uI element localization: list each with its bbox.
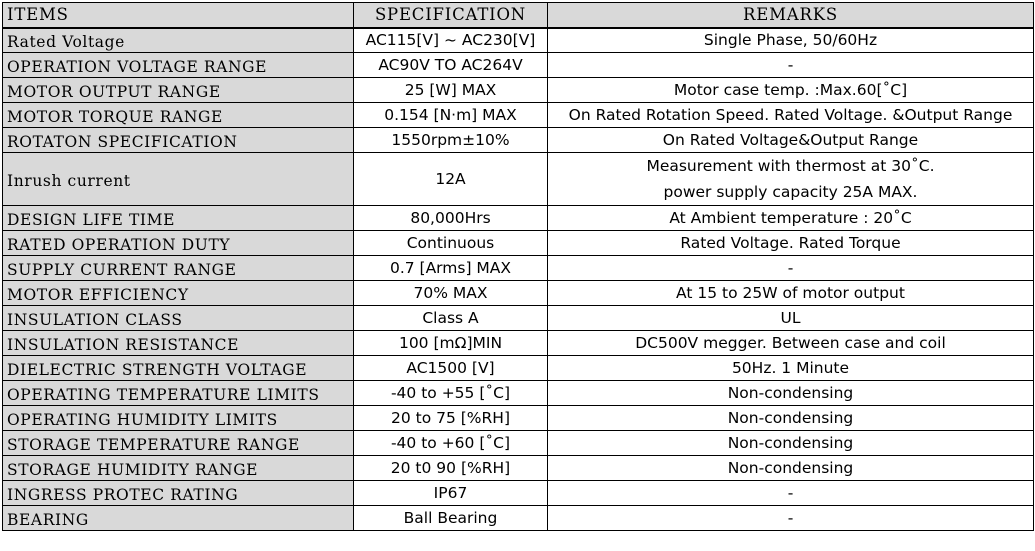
remarks-cell: At 15 to 25W of motor output: [548, 281, 1034, 306]
remarks-cell: On Rated Rotation Speed. Rated Voltage. &Output Range: [548, 103, 1034, 128]
table-row: [3, 231, 1034, 256]
table-row: [3, 206, 1034, 231]
table-row: [3, 406, 1034, 431]
table-row: [3, 28, 1034, 53]
item-cell: RATED OPERATION DUTY: [3, 231, 354, 256]
item-cell: OPERATING TEMPERATURE LIMITS: [3, 381, 354, 406]
spec-cell: 0.154 [N·m] MAX: [354, 103, 548, 128]
table-row: [3, 78, 1034, 103]
remarks-cell: At Ambient temperature : 20˚C: [548, 206, 1034, 231]
item-cell: OPERATION VOLTAGE RANGE: [3, 53, 354, 78]
remarks-cell: -: [548, 53, 1034, 78]
table-row: [3, 281, 1034, 306]
table-row: [3, 153, 1034, 206]
spec-cell: -40 to +60 [˚C]: [354, 431, 548, 456]
item-cell: MOTOR EFFICIENCY: [3, 281, 354, 306]
item-cell: MOTOR OUTPUT RANGE: [3, 78, 354, 103]
item-cell: MOTOR TORQUE RANGE: [3, 103, 354, 128]
spec-cell: Continuous: [354, 231, 548, 256]
header-remarks: REMARKS: [548, 3, 1034, 28]
spec-cell: IP67: [354, 481, 548, 506]
table-row: [3, 103, 1034, 128]
header-items: ITEMS: [3, 3, 354, 28]
remarks-cell: UL: [548, 306, 1034, 331]
table-row: [3, 356, 1034, 381]
spec-cell: AC90V TO AC264V: [354, 53, 548, 78]
spec-sheet: [2, 2, 1033, 549]
spec-cell: 100 [mΩ]MIN: [354, 331, 548, 356]
remarks-line: power supply capacity 25A MAX.: [663, 183, 918, 201]
table-row: [3, 431, 1034, 456]
table-row: [3, 128, 1034, 153]
item-cell: Rated Voltage: [3, 28, 354, 53]
table-row: [3, 506, 1034, 531]
remarks-cell: Non-condensing: [548, 406, 1034, 431]
item-cell: SUPPLY CURRENT RANGE: [3, 256, 354, 281]
table-row: [3, 53, 1034, 78]
specification-table: [2, 2, 1034, 531]
remarks-cell: Non-condensing: [548, 381, 1034, 406]
table-row: [3, 256, 1034, 281]
remarks-cell: Single Phase, 50/60Hz: [548, 28, 1034, 53]
item-cell: DIELECTRIC STRENGTH VOLTAGE: [3, 356, 354, 381]
remarks-cell: Non-condensing: [548, 431, 1034, 456]
item-cell: INGRESS PROTEC RATING: [3, 481, 354, 506]
remarks-line: Measurement with thermost at 30˚C.: [646, 157, 935, 175]
table-row: [3, 306, 1034, 331]
remarks-cell: -: [548, 481, 1034, 506]
item-cell: DESIGN LIFE TIME: [3, 206, 354, 231]
item-cell: STORAGE HUMIDITY RANGE: [3, 456, 354, 481]
spec-cell: AC1500 [V]: [354, 356, 548, 381]
item-cell: STORAGE TEMPERATURE RANGE: [3, 431, 354, 456]
remarks-cell: DC500V megger. Between case and coil: [548, 331, 1034, 356]
item-cell: Inrush current: [3, 153, 354, 206]
remarks-cell: Rated Voltage. Rated Torque: [548, 231, 1034, 256]
remarks-cell: -: [548, 506, 1034, 531]
item-cell: OPERATING HUMIDITY LIMITS: [3, 406, 354, 431]
remarks-cell: Non-condensing: [548, 456, 1034, 481]
spec-cell: 1550rpm±10%: [354, 128, 548, 153]
spec-cell: 80,000Hrs: [354, 206, 548, 231]
spec-cell: Class A: [354, 306, 548, 331]
remarks-cell: On Rated Voltage&Output Range: [548, 128, 1034, 153]
item-cell: INSULATION RESISTANCE: [3, 331, 354, 356]
header-specification: SPECIFICATION: [354, 3, 548, 28]
remarks-cell: Motor case temp. :Max.60[˚C]: [548, 78, 1034, 103]
spec-cell: Ball Bearing: [354, 506, 548, 531]
table-row: [3, 381, 1034, 406]
spec-cell: AC115[V] ~ AC230[V]: [354, 28, 548, 53]
item-cell: INSULATION CLASS: [3, 306, 354, 331]
table-row: [3, 456, 1034, 481]
spec-cell: -40 to +55 [˚C]: [354, 381, 548, 406]
remarks-cell: [548, 153, 1034, 206]
spec-cell: 0.7 [Arms] MAX: [354, 256, 548, 281]
spec-cell: 12A: [354, 153, 548, 206]
spec-cell: 20 t0 90 [%RH]: [354, 456, 548, 481]
table-row: [3, 481, 1034, 506]
remarks-cell: 50Hz. 1 Minute: [548, 356, 1034, 381]
spec-cell: 20 to 75 [%RH]: [354, 406, 548, 431]
spec-cell: 25 [W] MAX: [354, 78, 548, 103]
item-cell: ROTATON SPECIFICATION: [3, 128, 354, 153]
table-header-row: [3, 3, 1034, 28]
remarks-cell: -: [548, 256, 1034, 281]
item-cell: BEARING: [3, 506, 354, 531]
spec-cell: 70% MAX: [354, 281, 548, 306]
table-row: [3, 331, 1034, 356]
